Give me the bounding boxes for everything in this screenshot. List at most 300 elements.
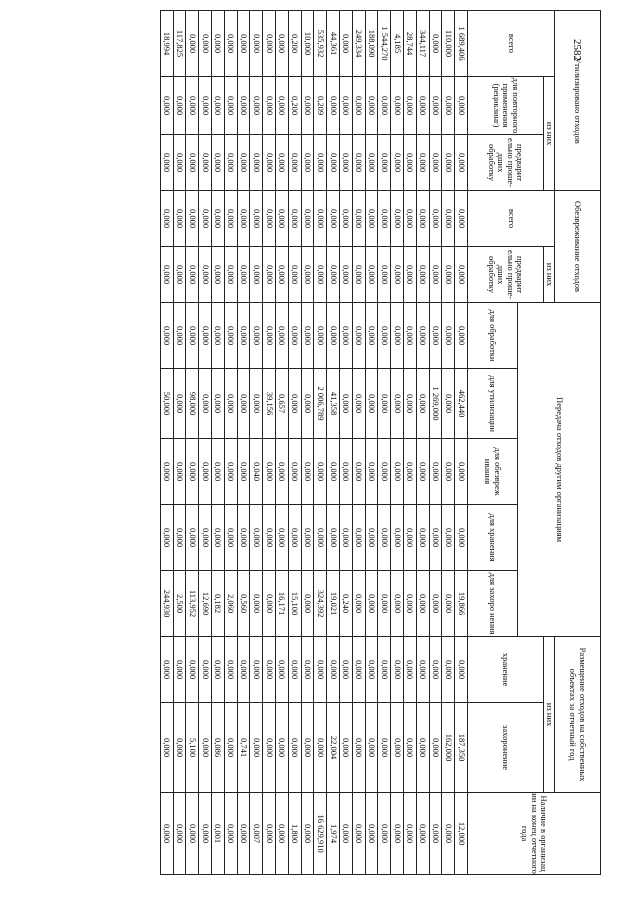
table-cell: 0,000 xyxy=(429,793,442,875)
table-cell: 0,000 xyxy=(416,247,429,303)
table-cell: 0,000 xyxy=(263,793,276,875)
table-cell: 0,000 xyxy=(276,77,289,135)
end-year-header: Наличие в организац ии на конец отчетного года xyxy=(468,793,601,875)
table-cell: 0,000 xyxy=(340,77,353,135)
table-cell: 1 689,406 xyxy=(455,11,468,77)
table-cell: 0,000 xyxy=(224,637,237,703)
table-cell: 44,361 xyxy=(327,11,340,77)
table-cell: 0,000 xyxy=(314,703,327,793)
table-cell: 0,000 xyxy=(340,369,353,439)
table-row xyxy=(237,11,250,875)
table-cell: 0,000 xyxy=(340,637,353,703)
table-cell: 0,657 xyxy=(276,369,289,439)
table-cell: 10,000 xyxy=(301,11,314,77)
table-cell: 0,086 xyxy=(212,703,225,793)
table-cell: 0,000 xyxy=(263,571,276,637)
table-cell: 0,000 xyxy=(186,793,199,875)
table-cell: 0,000 xyxy=(416,637,429,703)
table-cell: 0,000 xyxy=(365,369,378,439)
table-cell: 0,000 xyxy=(416,571,429,637)
table-cell: 0,000 xyxy=(429,637,442,703)
table-cell: 0,000 xyxy=(288,369,301,439)
transfer-header: Передача отходов другим организациям xyxy=(518,303,601,637)
table-cell: 19,866 xyxy=(455,571,468,637)
table-cell: 0,000 xyxy=(224,11,237,77)
table-cell: 0,000 xyxy=(429,135,442,191)
table-cell: 0,000 xyxy=(365,135,378,191)
table-cell: 22,004 xyxy=(327,703,340,793)
table-row xyxy=(391,11,404,875)
table-cell: 0,000 xyxy=(212,135,225,191)
table-cell: 0,000 xyxy=(301,135,314,191)
table-cell: 0,000 xyxy=(276,637,289,703)
table-cell: 0,000 xyxy=(340,703,353,793)
table-cell: 0,000 xyxy=(327,135,340,191)
utilized-total-header: всего xyxy=(468,11,555,77)
table-cell: 41,358 xyxy=(327,369,340,439)
table-cell: 0,000 xyxy=(250,11,263,77)
table-cell: 0,000 xyxy=(455,135,468,191)
table-cell: 0,000 xyxy=(288,303,301,369)
table-cell: 0,000 xyxy=(173,793,186,875)
table-cell: 0,000 xyxy=(340,11,353,77)
table-cell: 0,000 xyxy=(416,505,429,571)
table-cell: 0,000 xyxy=(352,303,365,369)
table-cell: 0,000 xyxy=(327,303,340,369)
table-cell: 0,000 xyxy=(429,247,442,303)
table-cell: 0,000 xyxy=(250,247,263,303)
table-cell: 0,000 xyxy=(212,191,225,247)
table-cell: 0,000 xyxy=(378,369,391,439)
table-row xyxy=(340,11,353,875)
table-cell: 0,000 xyxy=(301,703,314,793)
table-cell: 50,000 xyxy=(160,369,173,439)
table-cell: 0,000 xyxy=(442,247,455,303)
table-cell: 0,000 xyxy=(378,571,391,637)
table-cell: 0,000 xyxy=(186,191,199,247)
table-cell: 0,000 xyxy=(237,369,250,439)
table-cell: 0,000 xyxy=(263,11,276,77)
neutralized-pretreat-header: предварит ельно проше- дших обработку xyxy=(468,247,544,303)
table-cell: 0,000 xyxy=(288,637,301,703)
table-cell: 0,000 xyxy=(212,303,225,369)
table-cell: 0,000 xyxy=(404,505,417,571)
table-row xyxy=(288,11,301,875)
table-cell: 0,000 xyxy=(327,637,340,703)
table-cell: 0,000 xyxy=(391,571,404,637)
table-cell: 19,021 xyxy=(327,571,340,637)
table-cell: 0,000 xyxy=(301,793,314,875)
table-cell: 0,000 xyxy=(263,439,276,505)
table-cell: 0,000 xyxy=(263,135,276,191)
table-cell: 0,000 xyxy=(301,571,314,637)
table-cell: 1 544,270 xyxy=(378,11,391,77)
table-cell: 0,000 xyxy=(250,191,263,247)
table-cell: 0,000 xyxy=(340,505,353,571)
table-cell: 0,000 xyxy=(263,505,276,571)
table-cell: 0,000 xyxy=(250,571,263,637)
table-cell: 0,000 xyxy=(314,191,327,247)
table-cell: 0,000 xyxy=(224,369,237,439)
table-cell: 0,000 xyxy=(416,439,429,505)
table-cell: 0,000 xyxy=(250,505,263,571)
for-neutralization-header: для обезвреж ивания xyxy=(468,439,518,505)
table-cell: 0,000 xyxy=(212,637,225,703)
table-cell: 188,090 xyxy=(365,11,378,77)
table-cell: 0,000 xyxy=(237,637,250,703)
table-cell: 0,000 xyxy=(352,793,365,875)
table-cell: 0,000 xyxy=(455,247,468,303)
table-cell: 0,000 xyxy=(391,247,404,303)
table-cell: 0,000 xyxy=(314,303,327,369)
table-cell: 0,000 xyxy=(442,571,455,637)
table-cell: 0,000 xyxy=(429,439,442,505)
table-cell: 0,000 xyxy=(263,247,276,303)
table-cell: 0,000 xyxy=(250,303,263,369)
table-cell: 0,000 xyxy=(340,439,353,505)
table-cell: 0,000 xyxy=(263,637,276,703)
table-cell: 0,000 xyxy=(173,637,186,703)
table-cell: 0,000 xyxy=(391,439,404,505)
table-cell: 0,000 xyxy=(199,11,212,77)
table-cell: 0,000 xyxy=(186,637,199,703)
table-cell: 0,000 xyxy=(352,369,365,439)
table-cell: 0,000 xyxy=(212,439,225,505)
table-cell: 0,000 xyxy=(173,247,186,303)
table-cell: 0,000 xyxy=(173,77,186,135)
table-cell: 0,000 xyxy=(288,247,301,303)
table-row xyxy=(429,11,442,875)
table-cell: 249,334 xyxy=(352,11,365,77)
table-cell: 0,000 xyxy=(404,191,417,247)
page-number: 2582 xyxy=(571,39,583,61)
table-cell: 0,000 xyxy=(263,77,276,135)
table-cell: 0,000 xyxy=(212,11,225,77)
table-cell: 0,000 xyxy=(276,247,289,303)
table-cell: 0,000 xyxy=(199,191,212,247)
table-cell: 0,000 xyxy=(391,703,404,793)
table-row xyxy=(365,11,378,875)
table-cell: 0,000 xyxy=(224,703,237,793)
table-cell: 0,000 xyxy=(391,793,404,875)
table-cell: 0,000 xyxy=(288,135,301,191)
table-cell: 0,000 xyxy=(173,135,186,191)
table-cell: 0,741 xyxy=(237,703,250,793)
table-cell: 0,000 xyxy=(173,303,186,369)
table-cell: 0,000 xyxy=(160,191,173,247)
table-cell: 0,000 xyxy=(212,505,225,571)
table-row xyxy=(263,11,276,875)
table-row xyxy=(314,11,327,875)
table-cell: 0,000 xyxy=(199,793,212,875)
table-cell: 0,000 xyxy=(404,303,417,369)
table-cell: 0,000 xyxy=(301,303,314,369)
table-cell: 0,000 xyxy=(173,439,186,505)
burial-header: захоронение xyxy=(468,703,544,793)
table-cell: 0,000 xyxy=(327,191,340,247)
table-row xyxy=(160,11,173,875)
table-row xyxy=(186,11,199,875)
table-cell: 0,000 xyxy=(378,77,391,135)
table-cell: 0,000 xyxy=(237,439,250,505)
table-cell: 187,350 xyxy=(455,703,468,793)
table-cell: 0,000 xyxy=(404,439,417,505)
table-row xyxy=(199,11,212,875)
table-cell: 0,000 xyxy=(250,77,263,135)
table-cell: 0,000 xyxy=(365,247,378,303)
table-cell: 535,932 xyxy=(314,11,327,77)
table-cell: 16,171 xyxy=(276,571,289,637)
table-cell: 0,000 xyxy=(186,505,199,571)
table-cell: 0,000 xyxy=(199,637,212,703)
table-row xyxy=(416,11,429,875)
table-cell: 2,060 xyxy=(224,571,237,637)
table-cell: 0,000 xyxy=(352,571,365,637)
table-cell: 0,000 xyxy=(391,77,404,135)
table-cell: 0,000 xyxy=(160,637,173,703)
table-cell: 0,000 xyxy=(314,135,327,191)
table-cell: 0,000 xyxy=(455,439,468,505)
table-cell: 0,000 xyxy=(391,505,404,571)
table-cell: 0,000 xyxy=(276,793,289,875)
table-cell: 0,000 xyxy=(212,247,225,303)
placement-header: Размещение отходов на собственных объектах за отчетный год xyxy=(555,637,601,793)
table-cell: 0,000 xyxy=(288,505,301,571)
table-cell: 0,000 xyxy=(224,439,237,505)
table-cell: 0,000 xyxy=(301,505,314,571)
for-processing-header: для обработки xyxy=(468,303,518,369)
table-cell: 0,000 xyxy=(199,703,212,793)
table-row xyxy=(352,11,365,875)
table-cell: 0,000 xyxy=(365,191,378,247)
table-cell: 0,000 xyxy=(429,505,442,571)
table-cell: 0,000 xyxy=(314,439,327,505)
table-cell: 344,117 xyxy=(416,11,429,77)
waste-table xyxy=(160,10,601,875)
table-cell: 0,000 xyxy=(199,439,212,505)
table-cell: 0,000 xyxy=(237,77,250,135)
table-cell: 0,000 xyxy=(160,303,173,369)
table-cell: 28,744 xyxy=(404,11,417,77)
table-cell: 0,000 xyxy=(186,247,199,303)
table-cell: 0,000 xyxy=(173,505,186,571)
table-cell: 0,000 xyxy=(340,793,353,875)
table-row xyxy=(224,11,237,875)
for-utilization-header: для утилизации xyxy=(468,369,518,439)
table-cell: 0,000 xyxy=(416,703,429,793)
table-cell: 0,000 xyxy=(391,369,404,439)
table-cell: 0,000 xyxy=(455,191,468,247)
rotated-page xyxy=(162,10,601,874)
table-cell: 1 269,000 xyxy=(429,369,442,439)
reuse-header: для повторного применения (рециклинг) xyxy=(468,77,544,135)
table-cell: 0,000 xyxy=(327,247,340,303)
table-cell: 117,825 xyxy=(173,11,186,77)
table-cell: 0,000 xyxy=(314,637,327,703)
table-cell: 0,000 xyxy=(378,135,391,191)
table-cell: 0,000 xyxy=(160,505,173,571)
table-cell: 0,040 xyxy=(250,439,263,505)
table-cell: 0,000 xyxy=(160,247,173,303)
for-burial-header: для захоро нения xyxy=(468,571,518,637)
table-cell: 0,560 xyxy=(237,571,250,637)
table-cell: 0,000 xyxy=(237,11,250,77)
table-cell: 0,000 xyxy=(160,703,173,793)
table-cell: 0,000 xyxy=(224,303,237,369)
table-cell: 0,000 xyxy=(224,505,237,571)
table-cell: 15,100 xyxy=(288,571,301,637)
table-row xyxy=(250,11,263,875)
table-row xyxy=(301,11,314,875)
table-cell: 0,000 xyxy=(250,369,263,439)
table-cell: 98,000 xyxy=(186,369,199,439)
table-cell: 0,000 xyxy=(173,191,186,247)
table-cell: 0,000 xyxy=(327,505,340,571)
table-cell: 113,952 xyxy=(186,571,199,637)
table-cell: 0,000 xyxy=(301,191,314,247)
table-row xyxy=(404,11,417,875)
table-cell: 0,000 xyxy=(442,303,455,369)
table-cell: 0,000 xyxy=(442,505,455,571)
table-cell: 0,000 xyxy=(199,369,212,439)
table-cell: 0,000 xyxy=(199,135,212,191)
table-cell: 0,000 xyxy=(186,439,199,505)
table-cell: 0,000 xyxy=(404,793,417,875)
table-cell: 0,000 xyxy=(404,135,417,191)
table-cell: 0,000 xyxy=(186,303,199,369)
table-cell: 0,000 xyxy=(173,703,186,793)
table-cell: 16 629,910 xyxy=(314,793,327,875)
table-cell: 0,000 xyxy=(442,135,455,191)
table-cell: 0,000 xyxy=(340,191,353,247)
table-cell: 0,000 xyxy=(301,247,314,303)
table-cell: 0,000 xyxy=(186,77,199,135)
table-cell: 0,000 xyxy=(224,247,237,303)
neutralized-header: Обезвреживание отходов xyxy=(555,191,601,303)
table-cell: 0,000 xyxy=(365,571,378,637)
table-cell: 0,001 xyxy=(212,793,225,875)
table-cell: 0,240 xyxy=(340,571,353,637)
table-cell: 0,000 xyxy=(314,247,327,303)
for-storage-header: для хранения xyxy=(468,505,518,571)
table-cell: 0,000 xyxy=(301,369,314,439)
table-row xyxy=(212,11,225,875)
table-cell: 0,200 xyxy=(288,77,301,135)
table-cell: 0,000 xyxy=(160,793,173,875)
table-cell: 0,000 xyxy=(250,637,263,703)
table-cell: 0,000 xyxy=(378,191,391,247)
table-cell: 0,000 xyxy=(352,135,365,191)
table-cell: 0,000 xyxy=(404,247,417,303)
table-cell: 4,185 xyxy=(391,11,404,77)
table-cell: 0,000 xyxy=(327,439,340,505)
table-cell: 0,000 xyxy=(199,505,212,571)
table-cell: 0,000 xyxy=(442,191,455,247)
storage-header: хранение xyxy=(468,637,544,703)
table-cell: 0,000 xyxy=(199,303,212,369)
table-cell: 0,000 xyxy=(199,247,212,303)
table-cell: 0,000 xyxy=(365,793,378,875)
table-cell: 2,500 xyxy=(173,571,186,637)
table-cell: 0,000 xyxy=(391,637,404,703)
table-cell: 162,000 xyxy=(442,703,455,793)
utilized-header: Утилизировано отходов xyxy=(555,11,601,191)
table-cell: 0,000 xyxy=(352,439,365,505)
table-cell: 0,209 xyxy=(314,77,327,135)
table-cell: 0,000 xyxy=(340,247,353,303)
table-cell: 244,930 xyxy=(160,571,173,637)
table-row xyxy=(442,11,455,875)
table-cell: 0,000 xyxy=(276,11,289,77)
table-cell: 0,000 xyxy=(237,135,250,191)
table-cell: 0,000 xyxy=(429,703,442,793)
table-cell: 0,000 xyxy=(455,637,468,703)
table-cell: 0,000 xyxy=(340,135,353,191)
table-cell: 0,000 xyxy=(340,303,353,369)
table-cell: 12,000 xyxy=(455,793,468,875)
table-row xyxy=(378,11,391,875)
table-cell: 0,000 xyxy=(404,703,417,793)
table-cell: 0,000 xyxy=(378,247,391,303)
table-cell: 0,000 xyxy=(442,439,455,505)
table-cell: 0,000 xyxy=(365,77,378,135)
table-cell: 39,156 xyxy=(263,369,276,439)
table-cell: 0,000 xyxy=(352,703,365,793)
table-cell: 0,000 xyxy=(404,571,417,637)
table-cell: 0,000 xyxy=(455,303,468,369)
table-cell: 0,000 xyxy=(301,439,314,505)
table-cell: 0,000 xyxy=(301,637,314,703)
table-cell: 0,000 xyxy=(160,135,173,191)
table-cell: 0,000 xyxy=(391,191,404,247)
table-row xyxy=(173,11,186,875)
utilized-pretreat-header: предварит ельно проше- дших обработку xyxy=(468,135,544,191)
table-body xyxy=(160,11,467,875)
table-cell: 0,000 xyxy=(429,77,442,135)
table-cell: 0,000 xyxy=(365,303,378,369)
table-cell: 0,000 xyxy=(378,303,391,369)
table-cell: 0,000 xyxy=(276,303,289,369)
table-cell: 0,000 xyxy=(212,77,225,135)
table-cell: 0,000 xyxy=(416,303,429,369)
table-cell: 0,000 xyxy=(237,505,250,571)
table-cell: 12,690 xyxy=(199,571,212,637)
table-cell: 0,000 xyxy=(186,11,199,77)
table-cell: 0,000 xyxy=(224,77,237,135)
table-cell: 0,000 xyxy=(416,369,429,439)
table-cell: 18,994 xyxy=(160,11,173,77)
table-cell: 0,000 xyxy=(237,303,250,369)
table-cell: 0,000 xyxy=(263,191,276,247)
table-cell: 0,000 xyxy=(263,303,276,369)
table-row xyxy=(276,11,289,875)
table-cell: 0,000 xyxy=(186,135,199,191)
table-cell: 0,000 xyxy=(224,135,237,191)
table-cell: 0,000 xyxy=(173,369,186,439)
table-cell: 0,000 xyxy=(288,439,301,505)
table-cell: 0,000 xyxy=(378,505,391,571)
table-cell: 0,000 xyxy=(416,135,429,191)
table-cell: 0,000 xyxy=(314,505,327,571)
table-cell: 0,000 xyxy=(276,703,289,793)
table-cell: 0,000 xyxy=(237,191,250,247)
table-cell: 324,392 xyxy=(314,571,327,637)
table-cell: 0,000 xyxy=(352,505,365,571)
table-cell: 0,000 xyxy=(212,369,225,439)
table-cell: 0,000 xyxy=(429,303,442,369)
table-cell: 0,000 xyxy=(429,11,442,77)
table-cell: 0,000 xyxy=(276,505,289,571)
